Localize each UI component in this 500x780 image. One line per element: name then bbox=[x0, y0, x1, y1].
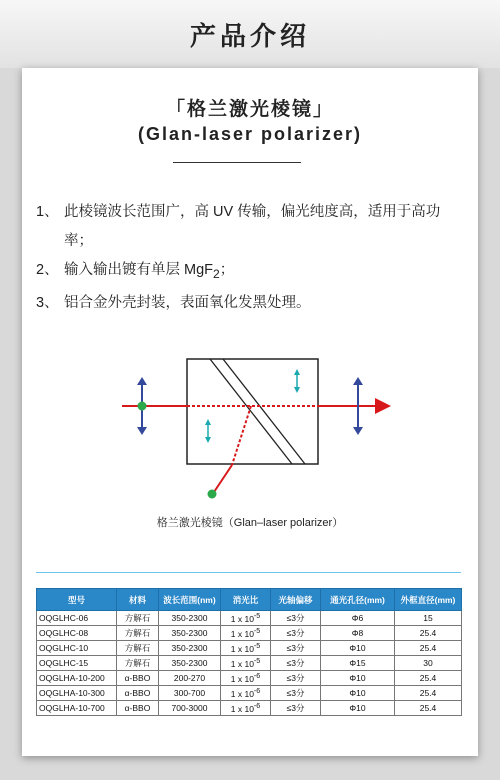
feature-subscript: 2 bbox=[213, 266, 220, 281]
ratio-exponent: -6 bbox=[253, 687, 261, 696]
title-divider bbox=[173, 162, 301, 163]
cell-ratio bbox=[221, 701, 271, 716]
cell-diameter: 15 bbox=[395, 611, 462, 626]
ratio-base: 1 x 10 bbox=[230, 643, 254, 654]
double-arrow-icon bbox=[294, 369, 300, 375]
column-header: 波长范围(nm) bbox=[159, 589, 221, 611]
prism-interface-1 bbox=[210, 359, 292, 464]
cell-model: OQGLHA-10-700 bbox=[37, 701, 117, 716]
spec-table bbox=[36, 588, 462, 716]
spec-table-wrap bbox=[36, 588, 461, 716]
cell-ratio bbox=[221, 641, 271, 656]
cell-material: 方解石 bbox=[117, 626, 159, 641]
cell-range: 350-2300 bbox=[159, 611, 221, 626]
cell-model: OQGLHC-10 bbox=[37, 641, 117, 656]
table-row bbox=[37, 701, 462, 716]
arrow-down-icon bbox=[353, 427, 363, 435]
cell-offset: ≤3分 bbox=[271, 641, 321, 656]
cell-model: OQGLHC-08 bbox=[37, 626, 117, 641]
column-header: 材料 bbox=[117, 589, 159, 611]
table-header-row bbox=[37, 589, 462, 611]
cell-diameter: 25.4 bbox=[395, 701, 462, 716]
cell-aperture: Φ15 bbox=[321, 656, 395, 671]
product-panel bbox=[22, 68, 478, 756]
column-header: 外框直径(mm) bbox=[395, 589, 462, 611]
cell-offset: ≤3分 bbox=[271, 611, 321, 626]
cell-ratio bbox=[221, 656, 271, 671]
cell-offset: ≤3分 bbox=[271, 626, 321, 641]
cell-range: 700-3000 bbox=[159, 701, 221, 716]
table-row bbox=[37, 656, 462, 671]
table-row bbox=[37, 611, 462, 626]
feature-item bbox=[36, 256, 468, 289]
table-row bbox=[37, 671, 462, 686]
feature-text-main: 输入输出镀有单层 MgF bbox=[64, 262, 214, 278]
table-row bbox=[37, 641, 462, 656]
column-header: 型号 bbox=[37, 589, 117, 611]
cell-material: 方解石 bbox=[117, 656, 159, 671]
cell-diameter: 25.4 bbox=[395, 671, 462, 686]
polarizer-diagram bbox=[22, 348, 478, 508]
prism-interface-2 bbox=[223, 359, 305, 464]
ratio-exponent: -6 bbox=[253, 702, 261, 711]
cell-material: α-BBO bbox=[117, 701, 159, 716]
table-row bbox=[37, 626, 462, 641]
cell-ratio bbox=[221, 686, 271, 701]
cell-aperture: Φ10 bbox=[321, 641, 395, 656]
cell-diameter: 25.4 bbox=[395, 626, 462, 641]
cell-range: 350-2300 bbox=[159, 641, 221, 656]
ratio-base: 1 x 10 bbox=[230, 628, 254, 639]
diagram-caption: 格兰激光棱镜（Glan–laser polarizer） bbox=[156, 517, 344, 529]
cell-model: OQGLHA-10-200 bbox=[37, 671, 117, 686]
ratio-base: 1 x 10 bbox=[230, 658, 254, 669]
feature-list bbox=[36, 198, 468, 318]
feature-text: 此棱镜波长范围广，高 UV 传输，偏光纯度高，适用于高功率； bbox=[64, 204, 441, 249]
feature-number: 1、 bbox=[36, 204, 59, 220]
cell-material: 方解石 bbox=[117, 641, 159, 656]
page-title: 产品介绍 bbox=[189, 21, 310, 52]
table-divider bbox=[36, 572, 461, 573]
cell-ratio bbox=[221, 611, 271, 626]
product-title-en: (Glan-laser polarizer) bbox=[137, 124, 363, 144]
arrow-up-icon bbox=[353, 377, 363, 385]
header-bar bbox=[0, 0, 500, 68]
cell-range: 350-2300 bbox=[159, 626, 221, 641]
cell-material: 方解石 bbox=[117, 611, 159, 626]
reflected-dot-icon bbox=[208, 490, 217, 499]
ratio-exponent: -6 bbox=[253, 672, 261, 681]
cell-range: 200-270 bbox=[159, 671, 221, 686]
ratio-exponent: -5 bbox=[253, 642, 261, 651]
feature-number: 3、 bbox=[36, 294, 59, 311]
feature-item bbox=[36, 289, 468, 318]
cell-aperture: Φ8 bbox=[321, 626, 395, 641]
cell-offset: ≤3分 bbox=[271, 671, 321, 686]
cell-ratio bbox=[221, 671, 271, 686]
ratio-base: 1 x 10 bbox=[230, 703, 254, 714]
ratio-base: 1 x 10 bbox=[230, 673, 254, 684]
column-header: 消光比 bbox=[221, 589, 271, 611]
reflected-beam-internal bbox=[232, 406, 251, 465]
cell-aperture: Φ10 bbox=[321, 701, 395, 716]
cell-model: OQGLHC-06 bbox=[37, 611, 117, 626]
ratio-exponent: -5 bbox=[253, 627, 261, 636]
feature-text bbox=[64, 256, 468, 289]
cell-model: OQGLHA-10-300 bbox=[37, 686, 117, 701]
arrow-down-icon bbox=[137, 427, 147, 435]
cell-model: OQGLHC-15 bbox=[37, 656, 117, 671]
cell-ratio bbox=[221, 626, 271, 641]
feature-item bbox=[36, 198, 468, 256]
reflected-beam bbox=[214, 465, 232, 492]
cell-offset: ≤3分 bbox=[271, 656, 321, 671]
cell-range: 350-2300 bbox=[159, 656, 221, 671]
arrow-up-icon bbox=[137, 377, 147, 385]
feature-text-end: ； bbox=[219, 262, 235, 278]
cell-diameter: 25.4 bbox=[395, 686, 462, 701]
column-header: 通光孔径(mm) bbox=[321, 589, 395, 611]
cell-offset: ≤3分 bbox=[271, 686, 321, 701]
cell-aperture: Φ6 bbox=[321, 611, 395, 626]
cell-aperture: Φ10 bbox=[321, 671, 395, 686]
cell-range: 300-700 bbox=[159, 686, 221, 701]
table-row bbox=[37, 686, 462, 701]
product-title-cn: 「格兰激光棱镜」 bbox=[165, 99, 334, 120]
cell-diameter: 30 bbox=[395, 656, 462, 671]
double-arrow-icon bbox=[294, 387, 300, 393]
ratio-exponent: -5 bbox=[253, 657, 261, 666]
ratio-base: 1 x 10 bbox=[230, 613, 254, 624]
ratio-exponent: -5 bbox=[253, 612, 261, 621]
cell-material: α-BBO bbox=[117, 671, 159, 686]
cell-diameter: 25.4 bbox=[395, 641, 462, 656]
ratio-base: 1 x 10 bbox=[230, 688, 254, 699]
column-header: 光轴偏移 bbox=[271, 589, 321, 611]
cell-offset: ≤3分 bbox=[271, 701, 321, 716]
double-arrow-icon bbox=[205, 419, 211, 425]
input-dot-icon bbox=[138, 402, 147, 411]
cell-aperture: Φ10 bbox=[321, 686, 395, 701]
feature-number: 2、 bbox=[36, 262, 59, 278]
double-arrow-icon bbox=[205, 437, 211, 443]
feature-text: 铝合金外壳封装，表面氧化发黑处理。 bbox=[64, 294, 311, 311]
cell-material: α-BBO bbox=[117, 686, 159, 701]
